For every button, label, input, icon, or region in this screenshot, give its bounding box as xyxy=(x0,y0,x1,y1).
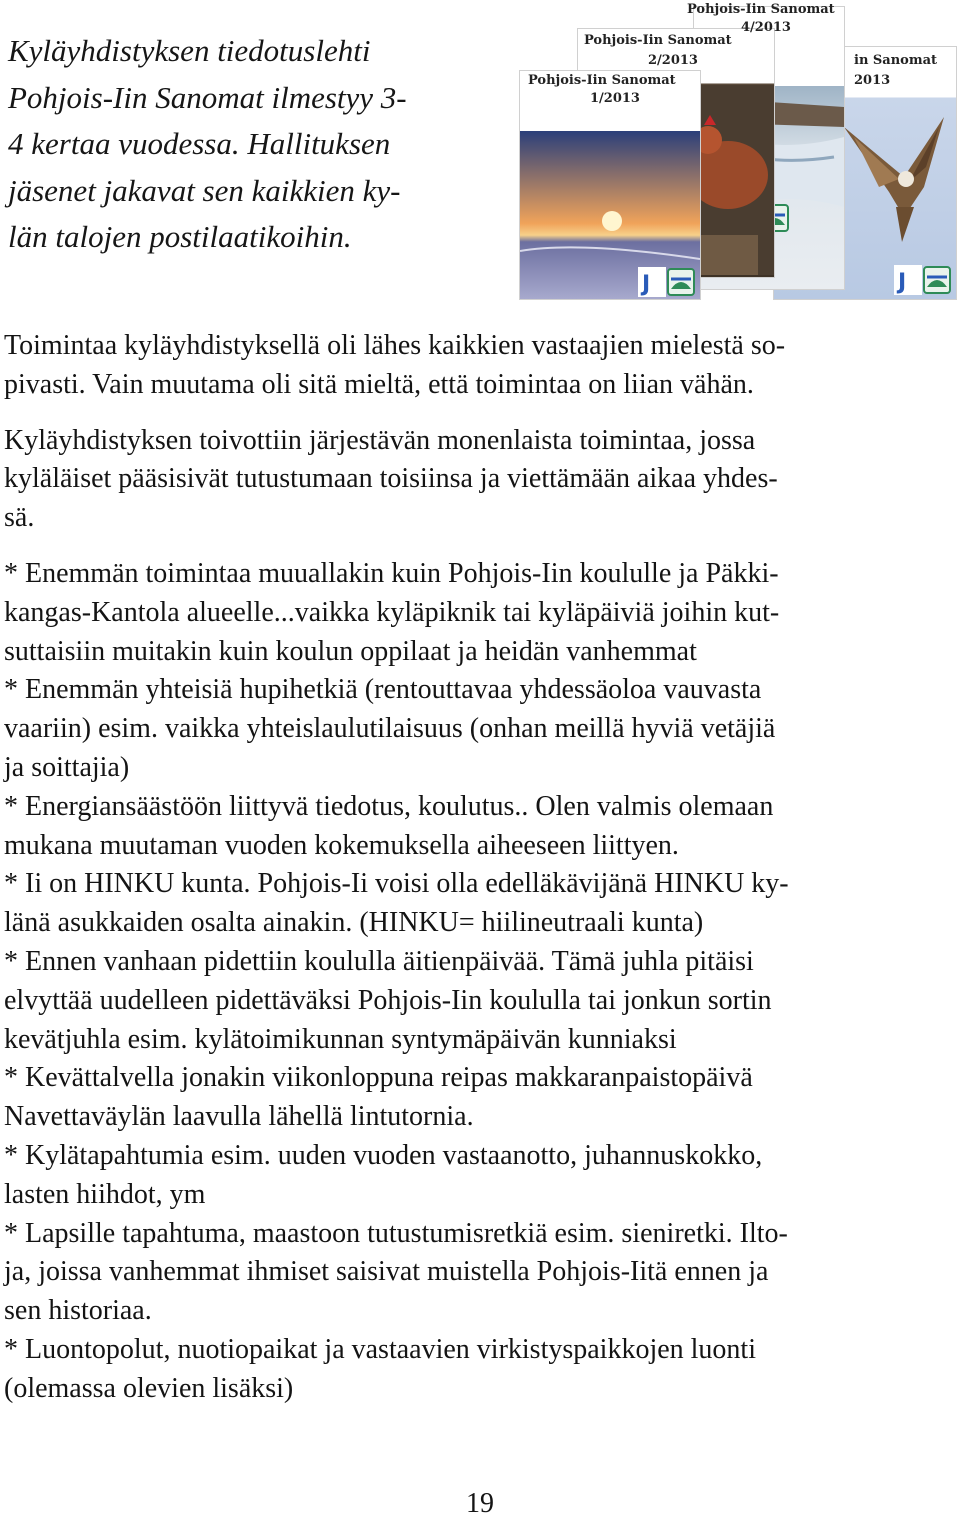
intro-line: Kyläyhdistyksen tiedotuslehti xyxy=(8,33,371,68)
text-line: (olemassa olevien lisäksi) xyxy=(4,1372,294,1404)
intro-line: 4 kertaa vuodessa. Hallituksen xyxy=(8,126,391,161)
text-line: ja soittajia) xyxy=(4,751,130,783)
text-line: ja, joissa vanhemmat ihmiset saisivat muistella Pohjois-Iitä ennen ja xyxy=(4,1256,769,1288)
page-number: 19 xyxy=(466,1488,494,1519)
j-logo-icon xyxy=(638,267,696,297)
cover-sunset xyxy=(519,70,701,300)
cover-issue-number: 4/2013 xyxy=(741,20,791,35)
svg-text:J: J xyxy=(898,270,907,295)
text-line: Toimintaa kyläyhdistyksellä oli lähes kaikkien vastaajien mielestä so- xyxy=(4,330,786,361)
svg-text:J: J xyxy=(642,272,651,297)
text-line: Navettaväylän laavulla lähellä lintutornia. xyxy=(4,1101,474,1133)
text-line: kangas-Kantola alueelle...vaikka kyläpiknik tai kyläpäiviä joihin kut- xyxy=(4,596,780,628)
text-line: * Kylätapahtumia esim. uuden vuoden vastaanotto, juhannuskokko, xyxy=(4,1139,763,1171)
intro-line: jäsenet jakavat sen kaikkien ky- xyxy=(8,172,401,208)
cover-title: Pohjois-Iin Sanomat xyxy=(528,73,676,88)
text-line: * Ii on HINKU kunta. Pohjois-Ii voisi olla edelläkävijänä HINKU ky- xyxy=(4,868,789,900)
text-line: * Ennen vanhaan pidettiin koululla äitienpäivää. Tämä juhla pitäisi xyxy=(4,945,754,977)
cover-title: in Sanomat xyxy=(854,53,938,68)
text-line: länä asukkaiden osalta ainakin. (HINKU= hiilineutraali kunta) xyxy=(4,907,704,939)
article-body xyxy=(4,327,944,1409)
cover-issue-number: 2013 xyxy=(854,73,891,88)
text-line: Kyläyhdistyksen toivottiin järjestävän monenlaista toimintaa, jossa xyxy=(4,424,756,456)
text-line: * Lapsille tapahtuma, maastoon tutustumisretkiä esim. sieniretki. Ilto- xyxy=(4,1217,788,1249)
text-line: mukana muutaman vuoden kokemuksella aiheeseen liittyen. xyxy=(4,829,679,861)
cover-title: Pohjois-Iin Sanomat xyxy=(687,2,835,17)
paragraph xyxy=(4,422,944,538)
text-line: * Kevättalvella jonakin viikonloppuna reipas makkaranpaistopäivä xyxy=(4,1062,753,1094)
text-line: suttaisiin muitakin kuin koulun oppilaat ja heidän vanhemmat xyxy=(4,635,697,667)
j-logo-icon xyxy=(894,265,952,295)
wishlist-paragraph xyxy=(4,555,944,1409)
cover-title: Pohjois-Iin Sanomat xyxy=(584,33,732,48)
text-line: * Energiansäästöön liittyvä tiedotus, koulutus.. Olen valmis olemaan xyxy=(4,790,774,822)
cover-issue-number: 2/2013 xyxy=(648,53,698,68)
intro-text xyxy=(8,28,448,261)
text-line: lasten hiihdot, ym xyxy=(4,1178,206,1210)
text-line: sen historiaa. xyxy=(4,1295,152,1327)
text-line: * Enemmän toimintaa muuallakin kuin Pohjois-Iin koululle ja Päkki- xyxy=(4,557,779,589)
text-line: vaariin) esim. vaikka yhteislaulutilaisuus (onhan meillä hyviä vetäjiä xyxy=(4,713,776,745)
intro-line: Pohjois-Iin Sanomat ilmestyy 3- xyxy=(8,79,407,115)
intro-line: län talojen postilaatikoihin. xyxy=(8,219,352,254)
text-line: kevätjuhla esim. kylätoimikunnan syntymäpäivän kunniaksi xyxy=(4,1023,677,1055)
text-line: * Luontopolut, nuotiopaikat ja vastaavien virkistyspaikkojen luonti xyxy=(4,1333,756,1365)
text-line: elvyttää uudelleen pidettäväksi Pohjois-Iin koululla tai jonkun sortin xyxy=(4,984,772,1016)
bird-of-prey-illustration xyxy=(834,107,954,247)
text-line: kyläläiset pääsisivät tutustumaan toisiinsa ja viettämään aikaa yhdes- xyxy=(4,463,778,495)
text-line: * Enemmän yhteisiä hupihetkiä (rentouttavaa yhdessäoloa vauvasta xyxy=(4,674,762,706)
text-line: pivasti. Vain muutama oli sitä mieltä, että toimintaa on liian vähän. xyxy=(4,368,754,400)
paragraph xyxy=(4,327,944,405)
newsletter-covers-collage xyxy=(515,0,960,305)
cover-issue-number: 1/2013 xyxy=(590,91,640,106)
text-line: sä. xyxy=(4,502,35,534)
